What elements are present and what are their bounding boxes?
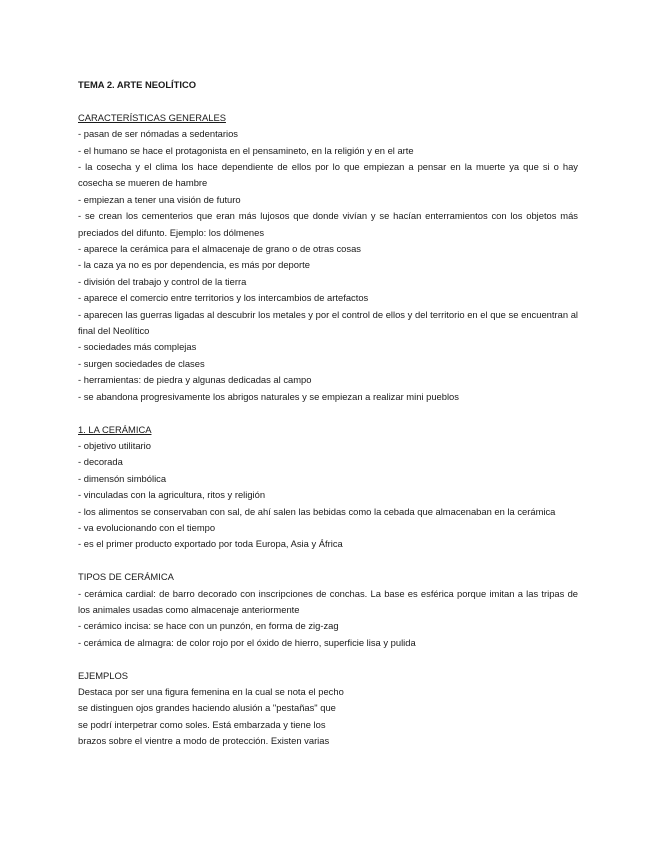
list-item: - se crean los cementerios que eran más lujosos que donde vivían y se hacían enterramientos con los objetos más preciados del difunto. Ejemplo: los dólmenes: [78, 210, 578, 238]
spacer: [78, 93, 578, 109]
list-item: - se abandona progresivamente los abrigos naturales y se empiezan a realizar mini pueblos: [78, 390, 459, 402]
paragraph-line: se podrí interpetrar como soles. Está embarzada y tiene los: [78, 718, 326, 730]
list-item: - cerámica cardial: de barro decorado con inscripciones de conchas. La base es esférica porque imitan a las tripas de los animales usadas como almacenaje anteriormente: [78, 587, 578, 615]
list-item: - aparece el comercio entre territorios y los intercambios de artefactos: [78, 292, 369, 304]
list-item: - aparecen las guerras ligadas al descubrir los metales y por el control de ellos y del territorio en el que se encuentran al final del Neolítico: [78, 308, 578, 337]
list-item: - surgen sociedades de clases: [78, 357, 205, 369]
section-heading-caracteristicas: CARACTERÍSTICAS GENERALES: [78, 111, 226, 123]
list-item: - cerámica de almagra: de color rojo por el óxido de hierro, superficie lisa y pulida: [78, 636, 416, 648]
paragraph-line: se distinguen ojos grandes haciendo alusión a "pestañas" que: [78, 702, 336, 714]
list-item: - sociedades más complejas: [78, 341, 197, 353]
list-item: - el humano se hace el protagonista en el pensamineto, en la religión y en el arte: [78, 144, 414, 156]
list-item: - objetivo utilitario: [78, 439, 151, 451]
list-item: - los alimentos se conservaban con sal, de ahí salen las bebidas como la cebada que almacenaban en la cerámica: [78, 505, 556, 517]
list-item: - pasan de ser nómadas a sedentarios: [78, 128, 238, 140]
spacer: [78, 651, 578, 667]
list-item: - empiezan a tener una visión de futuro: [78, 193, 241, 205]
ceramica-list: [78, 438, 578, 553]
list-item: - va evolucionando con el tiempo: [78, 521, 216, 533]
spacer: [78, 405, 578, 421]
list-item: - aparece la cerámica para el almacenaje de grano o de otras cosas: [78, 243, 361, 255]
list-item: - herramientas: de piedra y algunas dedicadas al campo: [78, 374, 312, 386]
paragraph-line: Destaca por ser una figura femenina en la cual se nota el pecho: [78, 685, 344, 697]
section-heading-ejemplos: EJEMPLOS: [78, 669, 129, 681]
section-heading-ceramica: 1. LA CERÁMICA: [78, 423, 152, 435]
tipos-list: [78, 586, 578, 652]
caracteristicas-list: [78, 126, 578, 405]
list-item: - dimensón simbólica: [78, 472, 167, 484]
document-title: TEMA 2. ARTE NEOLÍTICO: [78, 79, 197, 90]
paragraph-line: brazos sobre el vientre a modo de protección. Existen varias: [78, 735, 330, 747]
ejemplos-paragraph: [78, 684, 578, 750]
list-item: - es el primer producto exportado por toda Europa, Asia y África: [78, 538, 343, 550]
document-page: [78, 77, 578, 750]
spacer: [78, 553, 578, 569]
section-heading-tipos: TIPOS DE CERÁMICA: [78, 571, 174, 583]
list-item: - vinculadas con la agricultura, ritos y religión: [78, 489, 266, 501]
list-item: - decorada: [78, 456, 123, 468]
list-item: - la cosecha y el clima los hace dependiente de ellos por lo que empiezan a pensar en la muerte ya que si o hay cosecha se mueren de hambre: [78, 161, 578, 189]
list-item: - división del trabajo y control de la tierra: [78, 275, 247, 287]
list-item: - cerámico incisa: se hace con un punzón, en forma de zig-zag: [78, 620, 339, 632]
list-item: - la caza ya no es por dependencia, es más por deporte: [78, 259, 310, 271]
